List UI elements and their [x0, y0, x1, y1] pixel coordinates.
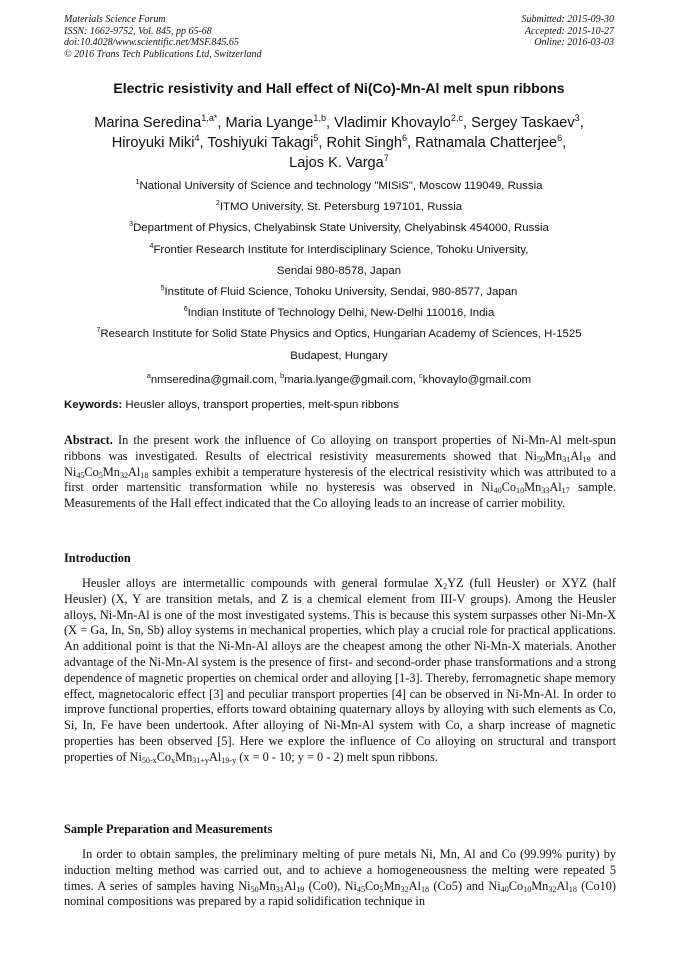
- email-address: khovaylo@gmail.com: [422, 373, 532, 386]
- affiliation-text: ITMO University, St. Petersburg 197101, Russia: [219, 201, 463, 214]
- affiliation-line: [40, 346, 638, 367]
- paper-title: Electric resistivity and Hall effect of Ni(Co)-Mn-Al melt spun ribbons: [113, 80, 565, 96]
- affiliation-line: [40, 197, 638, 218]
- affiliation-line: [40, 282, 638, 303]
- introduction-subscript: 31+y: [192, 755, 209, 765]
- author-name: Vladimir Khovaylo: [334, 115, 451, 131]
- affiliation-text: Department of Physics, Chelyabinsk State University, Chelyabinsk 454000, Russia: [133, 222, 549, 235]
- author-marker: 2,c: [450, 113, 463, 124]
- affiliation-line: [40, 324, 638, 345]
- author-name: Rohit Singh: [326, 135, 402, 151]
- author-name: Lajos K. Varga: [289, 155, 384, 171]
- introduction-run: Co: [156, 749, 172, 764]
- abstract-run: Co: [501, 480, 517, 495]
- affiliation-marker: 5: [160, 285, 165, 293]
- journal-info: [64, 14, 262, 60]
- email-marker: c: [419, 373, 423, 381]
- affiliation-marker: 6: [183, 306, 188, 314]
- sample-run: (Co5) and Ni: [429, 878, 501, 893]
- abstract-run: Al: [549, 480, 562, 495]
- abstract-subscript: 33: [541, 486, 550, 496]
- sample-run: Al: [408, 878, 421, 893]
- author-marker: 6: [557, 133, 563, 144]
- affiliation-text: Research Institute for Solid State Physics and Optics, Hungarian Academy of Sciences, H-1525: [100, 328, 582, 341]
- sample-subscript: 10: [523, 884, 532, 894]
- affiliation-text: Indian Institute of Technology Delhi, New-Delhi 110016, India: [187, 307, 495, 320]
- author-name: Hiroyuki Miki: [111, 135, 195, 151]
- abstract-subscript: 50: [536, 454, 546, 464]
- affiliation-marker: 1: [135, 179, 140, 187]
- online-date: Online: 2016-03-03: [534, 37, 614, 49]
- sample-preparation-heading: Sample Preparation and Measurements: [64, 822, 273, 836]
- author-name: Sergey Taskaev: [471, 115, 575, 131]
- introduction-subscript: x: [171, 755, 176, 765]
- sample-subscript: 18: [568, 884, 577, 894]
- affiliation-line: [40, 240, 638, 261]
- sample-subscript: 5: [379, 884, 384, 894]
- abstract-run: sample. Measurements of the Hall effect indicated that the Co alloying leads to an increase of carrier mobility.: [64, 480, 616, 511]
- email-marker: a: [146, 373, 151, 381]
- abstract-label: Abstract.: [64, 433, 113, 447]
- affiliation-line: [40, 176, 638, 197]
- sample-run: Co: [365, 878, 380, 893]
- sample-run: Mn: [383, 878, 401, 893]
- abstract-run: Al: [570, 448, 583, 463]
- introduction-run: YZ (full Heusler) or XYZ (half Heusler) (X, Y are transition metals, and Z is a chemical element from III-V groups). Among the Heusler alloys, Ni-Mn-Al is one of the most investigated systems. This is because this system surpasses other Ni-Mn-X (X = Ga, In, Sn, Sb) alloy systems in mechanical properties, which play a crucial role for practical applications. An additional point is that the Ni-Mn-Al alloys are the cheapest among the other Ni-Mn-X materials. Another advantage of the Ni-Mn-Al system is the presence of first- and second-order phase transformations and a strong dependence of magnetic properties on chemical order and alloying [1-3]. Thereby, ferromagnetic shape memory effect, magnetocaloric effect [3] and peculiar transport properties [4] can be observed in Ni-Mn-Al. In order to improve functional properties, efforts toward obtaining quaternary alloys by alloying with such elements as Co, Si, In, Fe have been undertook. After alloying of Ni-Mn-Al system with Co, a sharp increase of magnetic properties has been observed [5]. Here we explore the influence of Co alloying on structural and transport properties of Ni: [64, 576, 617, 764]
- abstract-run: samples exhibit a temperature hysteresis of the electrical resistivity which was attributed to a first order martensitic transformation while no hysteresis was observed in Ni: [64, 464, 616, 495]
- sample-subscript: 19: [296, 884, 305, 894]
- introduction-subscript: 19-y: [221, 755, 237, 765]
- affiliation-lines: [40, 176, 638, 367]
- sample-run: Mn: [531, 878, 549, 893]
- sample-run: In order to obtain samples, the preliminary melting of pure metals Ni, Mn, Al and Co (99.99% purity) by induction melting method was carried out, and to achieve a homogeneousness the melting were repeated 5 times. A series of samples having Ni: [64, 847, 616, 893]
- introduction-run: (x = 0 - 10; y = 0 - 2) melt spun ribbons.: [236, 749, 438, 764]
- keywords-text: Heusler alloys, transport properties, melt-spun ribbons: [122, 399, 399, 411]
- affiliation-marker: 3: [129, 221, 134, 229]
- abstract-subscript: 5: [98, 470, 103, 480]
- sample-subscript: 50: [250, 884, 259, 894]
- email-line: [40, 370, 638, 391]
- abstract-run: Mn: [102, 464, 120, 479]
- abstract-subscript: 19: [582, 454, 591, 464]
- affiliation-text: Institute of Fluid Science, Tohoku University, Sendai, 980-8577, Japan: [164, 286, 518, 299]
- introduction-subscript: 50-x: [141, 755, 157, 765]
- submitted-date: Submitted: 2015-09-30: [521, 14, 614, 25]
- accepted-date: Accepted: 2015-10-27: [524, 25, 614, 37]
- introduction-run: Mn: [175, 749, 193, 764]
- abstract-subscript: 17: [561, 486, 570, 496]
- sample-subscript: 31: [275, 884, 284, 894]
- sample-subscript: 40: [500, 884, 509, 894]
- introduction-run: Al: [209, 749, 222, 764]
- sample-subscript: 32: [400, 884, 409, 894]
- sample-subscript: 18: [420, 884, 430, 894]
- author-marker: 1,b: [313, 113, 326, 124]
- email-address: nmseredina@gmail.com,: [150, 373, 281, 386]
- affiliation-list: [40, 176, 638, 391]
- abstract: [64, 433, 616, 512]
- introduction-heading: Introduction: [64, 551, 131, 565]
- sample-run: Mn: [258, 878, 276, 893]
- introduction-run: Heusler alloys are intermetallic compounds with general formulae X: [82, 576, 444, 590]
- abstract-run: Mn: [545, 448, 563, 463]
- keywords: [64, 399, 628, 411]
- abstract-text: [64, 433, 616, 510]
- abstract-subscript: 31: [562, 454, 571, 464]
- abstract-subscript: 45: [76, 470, 85, 480]
- abstract-subscript: 18: [140, 470, 149, 480]
- abstract-subscript: 10: [516, 486, 525, 496]
- sample-run: Al: [556, 878, 569, 893]
- author-name: Maria Lyange: [225, 115, 314, 131]
- sample-subscript: 45: [356, 884, 366, 894]
- affiliation-marker: 4: [149, 242, 154, 250]
- sample-preparation-paragraph: [64, 847, 616, 910]
- affiliation-marker: 2: [215, 200, 220, 208]
- author-list: Marina Seredina$^{1,a*}$, Maria Lyange$^{1,b}$, Vladimir Khovaylo$^{2,c}$, Sergey Taskaev$^3$, Hiroyuki Miki$^4$, Toshiyuki Takagi$^5$, Rohit Singh$^6$, Ratnamala Chatterjee$^6$, Lajos K. Varga$^7$: [94, 113, 584, 171]
- abstract-subscript: 40: [493, 486, 502, 496]
- submission-dates: [522, 14, 615, 49]
- abstract-run: Al: [128, 464, 141, 479]
- journal-copyright: © 2016 Trans Tech Publications Ltd, Switzerland: [64, 48, 262, 60]
- abstract-run: Mn: [524, 480, 542, 495]
- affiliation-text: National University of Science and technology "MISiS", Moscow 119049, Russia: [139, 180, 543, 192]
- sample-run: (Co10) nominal compositions was prepared by a rapid solidification technique in: [64, 878, 616, 909]
- sample-subscript: 32: [548, 884, 557, 894]
- affiliation-line: [40, 261, 638, 282]
- author-marker: 5: [313, 133, 319, 144]
- abstract-run: and Ni: [64, 448, 616, 479]
- keywords-label: Keywords:: [64, 399, 123, 411]
- author-name: Ratnamala Chatterjee: [415, 135, 558, 151]
- journal-name: Materials Science Forum: [64, 14, 166, 25]
- email-address: maria.lyange@gmail.com,: [284, 373, 420, 386]
- author-name: Toshiyuki Takagi: [207, 135, 314, 151]
- affiliation-line: [40, 218, 638, 239]
- introduction-paragraph: [64, 576, 616, 766]
- sample-run: Co: [508, 878, 524, 893]
- author-marker: 6: [401, 133, 408, 144]
- sample-run: (Co0), Ni: [304, 878, 357, 893]
- journal-doi: doi:10.4028/www.scientific.net/MSF.845.65: [64, 37, 239, 49]
- abstract-subscript: 32: [119, 470, 129, 480]
- abstract-run: Co: [84, 464, 99, 479]
- author-marker: 4: [194, 133, 200, 144]
- email-marker: b: [280, 373, 285, 381]
- sample-run: Al: [283, 878, 297, 893]
- affiliation-line: [40, 303, 638, 324]
- author-marker: 1,a*: [201, 113, 218, 124]
- journal-issn: ISSN: 1662-9752, Vol. 845, pp 65-68: [64, 25, 212, 37]
- affiliation-text: Frontier Research Institute for Interdisciplinary Science, Tohoku University,: [153, 243, 529, 256]
- affiliation-marker: 7: [96, 327, 101, 335]
- affiliation-text: Sendai 980-8578, Japan: [276, 264, 402, 277]
- author-marker: 3: [574, 113, 580, 124]
- author-name: Marina Seredina: [94, 115, 202, 131]
- affiliation-text: Budapest, Hungary: [290, 349, 388, 362]
- abstract-run: In the present work the influence of Co alloying on transport properties of Ni-Mn-Al melt-spun ribbons was investigated. Results of electrical resistivity measurements showed that Ni: [64, 433, 616, 463]
- author-marker: 7: [383, 153, 389, 164]
- introduction-subscript: 2: [443, 582, 448, 592]
